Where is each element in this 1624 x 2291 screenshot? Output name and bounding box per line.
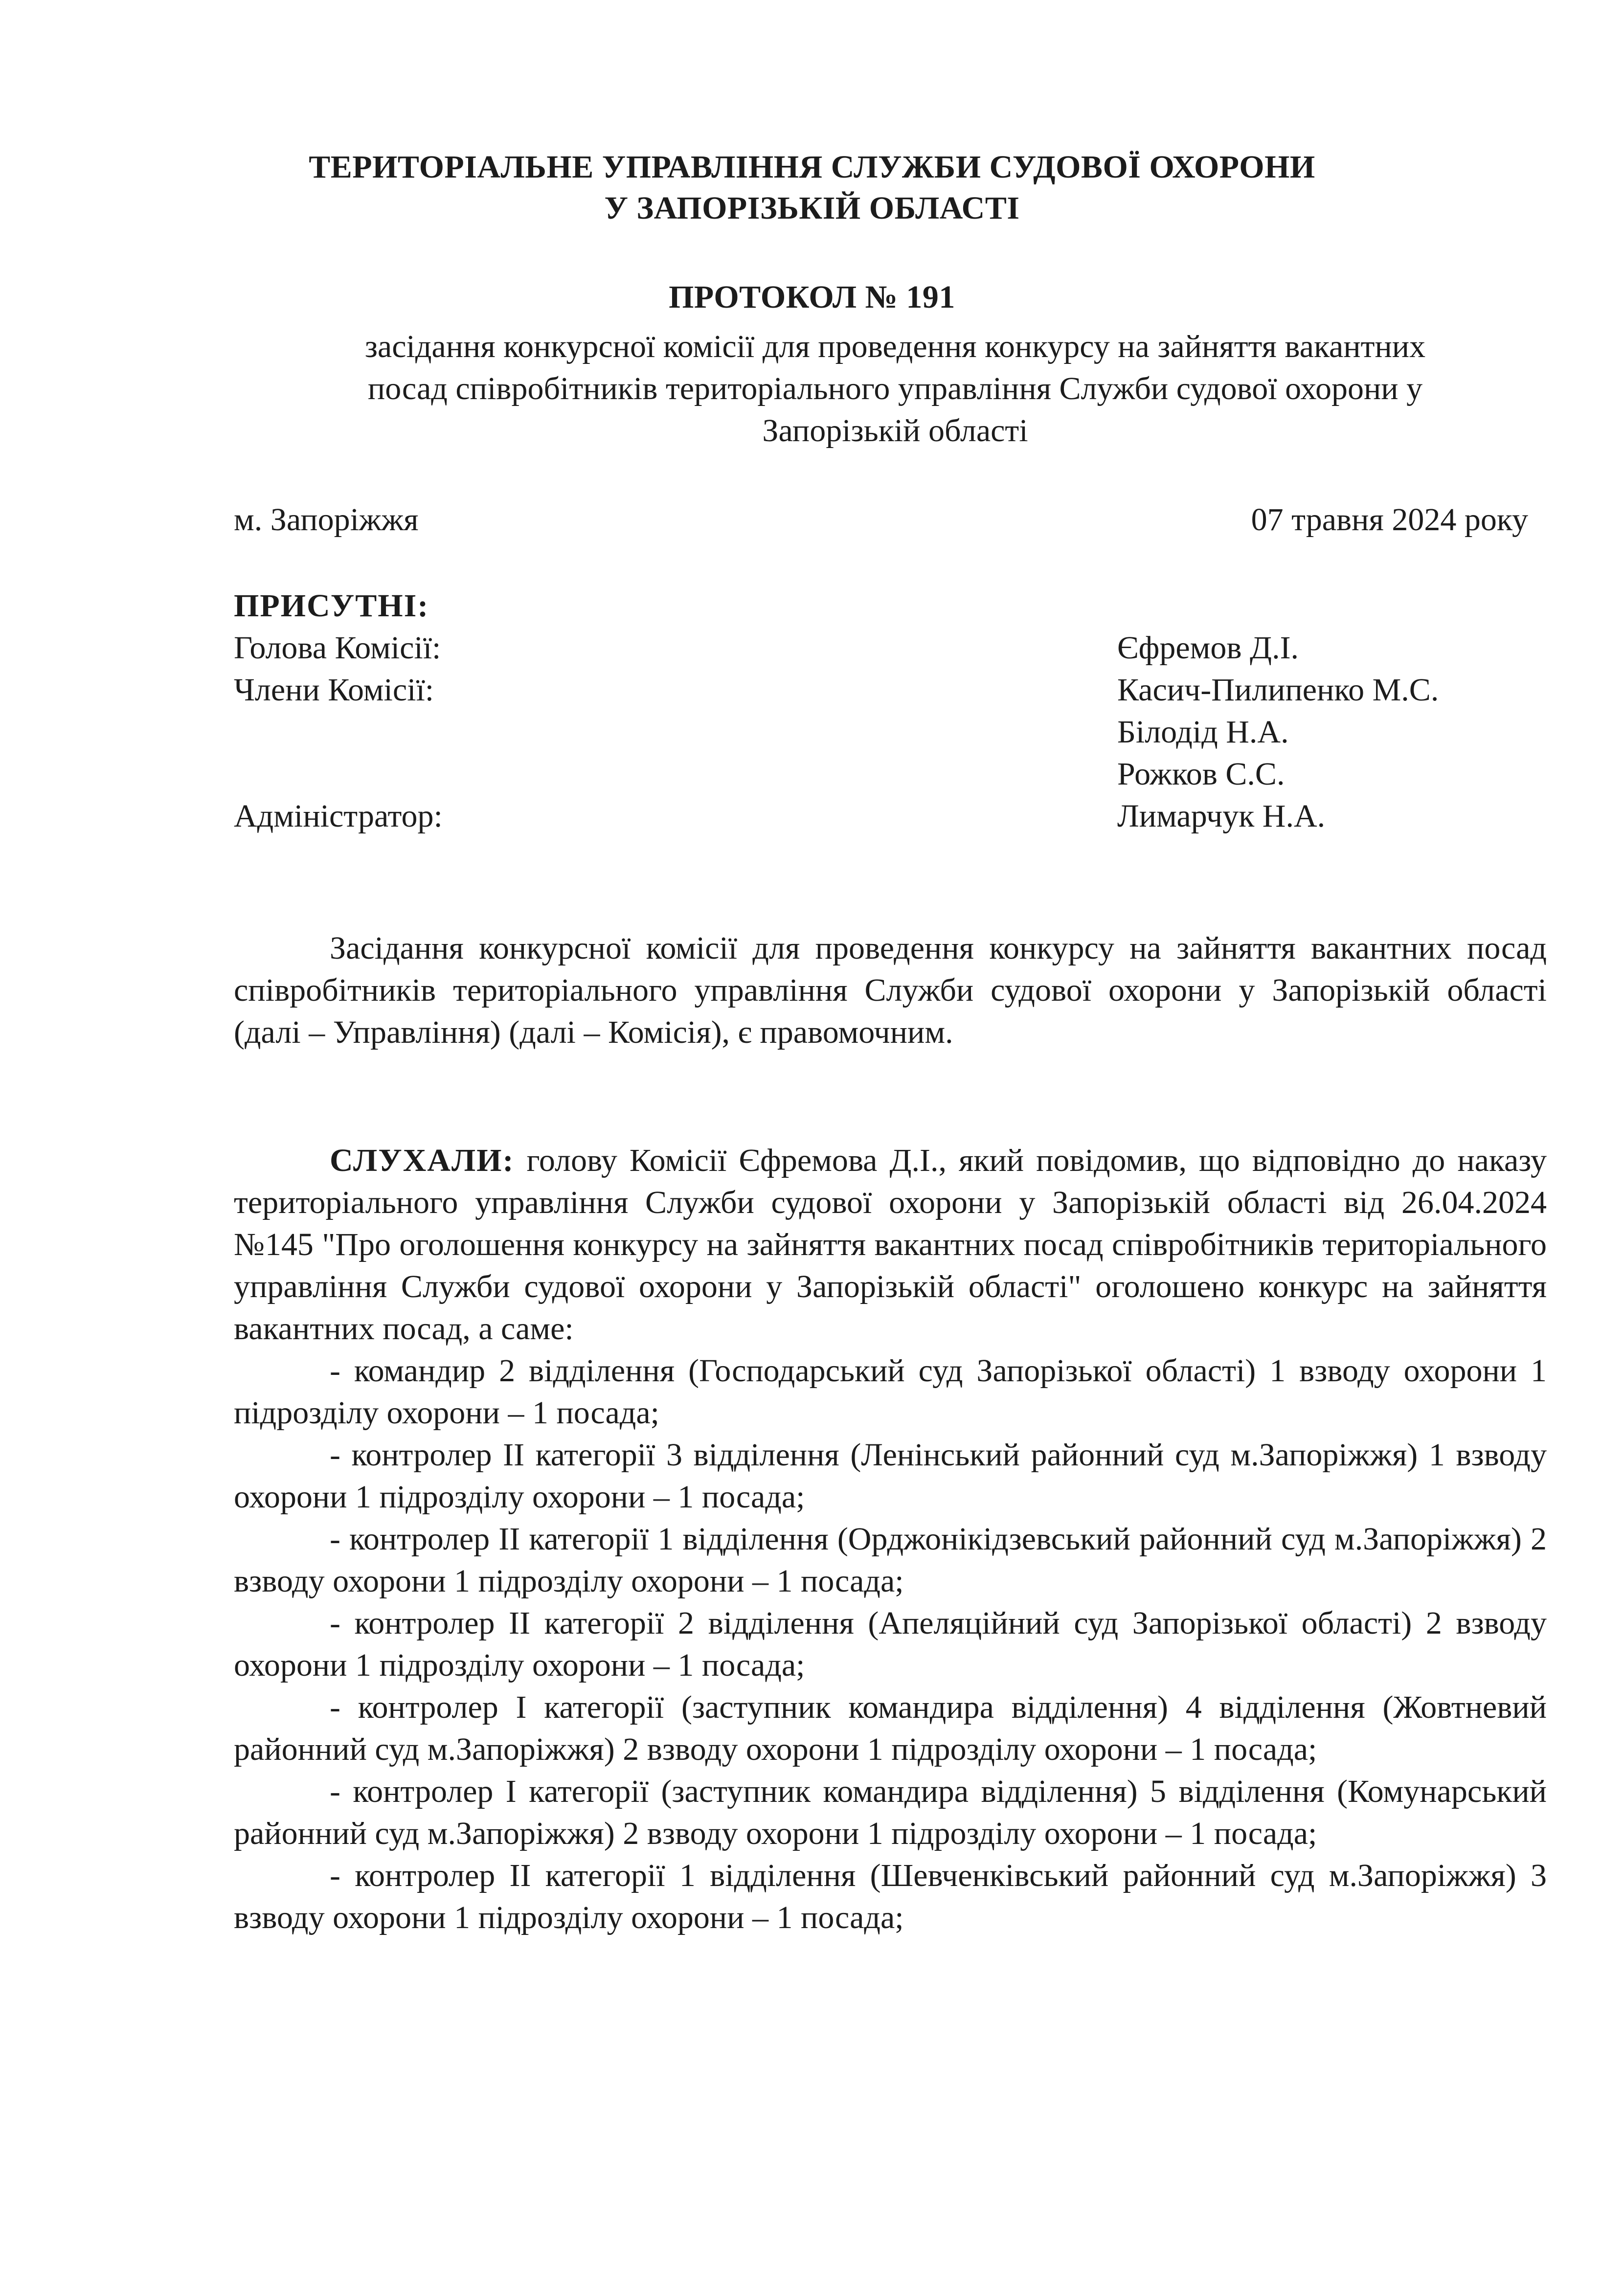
attendee-role: Адміністратор: bbox=[234, 798, 443, 834]
organization-title bbox=[0, 147, 1624, 229]
attendees-heading: ПРИСУТНІ: bbox=[234, 588, 429, 624]
vacancy-item: - контролер ІІ категорії 1 відділення (Шевченківський районний суд м.Запоріжжя) 3 взводу охорони 1 підрозділу охорони – 1 посада; bbox=[234, 1858, 1547, 1935]
meeting-date: 07 травня 2024 року bbox=[1251, 502, 1528, 538]
attendee-row bbox=[234, 753, 1555, 795]
protocol-subtitle bbox=[230, 326, 1560, 452]
quorum-section bbox=[234, 927, 1547, 1054]
organization-title-line2: У ЗАПОРІЗЬКІЙ ОБЛАСТІ bbox=[604, 190, 1020, 226]
attendee-row bbox=[234, 711, 1555, 753]
protocol-subtitle-line2: посад співробітників територіального управління Служби судової охорони у bbox=[367, 371, 1423, 406]
vacancy-item: - командир 2 відділення (Господарський суд Запорізької області) 1 взводу охорони 1 підрозділу охорони – 1 посада; bbox=[234, 1353, 1547, 1431]
heard-paragraph bbox=[234, 1140, 1547, 1350]
attendee-role: Голова Комісії: bbox=[234, 630, 441, 666]
organization-title-line1: ТЕРИТОРІАЛЬНЕ УПРАВЛІННЯ СЛУЖБИ СУДОВОЇ ОХОРОНИ bbox=[309, 149, 1315, 185]
attendee-name: Касич-Пилипенко М.С. bbox=[1117, 672, 1439, 708]
heard-keyword: СЛУХАЛИ: bbox=[330, 1143, 515, 1178]
attendee-role: Члени Комісії: bbox=[234, 672, 434, 708]
attendee-name: Білодід Н.А. bbox=[1117, 714, 1289, 750]
attendee-name: Рожков С.С. bbox=[1117, 756, 1285, 792]
attendee-name: Єфремов Д.І. bbox=[1117, 630, 1299, 666]
protocol-title: ПРОТОКОЛ № 191 bbox=[669, 279, 955, 315]
meeting-city: м. Запоріжжя bbox=[234, 502, 419, 538]
protocol-subtitle-line1: засідання конкурсної комісії для проведення конкурсу на зайняття вакантних bbox=[364, 329, 1426, 364]
vacancy-item: - контролер І категорії (заступник командира відділення) 4 відділення (Жовтневий районний суд м.Запоріжжя) 2 взводу охорони 1 підрозділу охорони – 1 посада; bbox=[234, 1689, 1547, 1767]
heard-text: голову Комісії Єфремова Д.І., який повідомив, що відповідно до наказу територіального управління Служби судової охорони у Запорізькій області від 26.04.2024 №145 "Про оголошення конкурсу на зайняття вакантних посад співробітників територіального управління Служби судової охорони у Запорізькій області" оголошено конкурс на зайняття вакантних посад, а саме: bbox=[234, 1143, 1547, 1347]
protocol-subtitle-line3: Запорізькій області bbox=[762, 413, 1028, 449]
attendee-row bbox=[234, 795, 1555, 837]
vacancy-item: - контролер І категорії (заступник командира відділення) 5 відділення (Комунарський районний суд м.Запоріжжя) 2 взводу охорони 1 підрозділу охорони – 1 посада; bbox=[234, 1774, 1547, 1851]
attendee-name: Лимарчук Н.А. bbox=[1117, 798, 1326, 834]
quorum-paragraph: Засідання конкурсної комісії для проведення конкурсу на зайняття вакантних посад співробітників територіального управління Служби судової охорони у Запорізькій області (далі – Управління) (далі – Комісія), є правомочним. bbox=[234, 930, 1547, 1050]
vacancy-item: - контролер ІІ категорії 1 відділення (Орджонікідзевський районний суд м.Запоріжжя) 2 взводу охорони 1 підрозділу охорони – 1 посада; bbox=[234, 1521, 1547, 1599]
vacancy-item: - контролер ІІ категорії 2 відділення (Апеляційний суд Запорізької області) 2 взводу охорони 1 підрозділу охорони – 1 посада; bbox=[234, 1605, 1547, 1683]
vacancy-item: - контролер ІІ категорії 3 відділення (Ленінський районний суд м.Запоріжжя) 1 взводу охорони 1 підрозділу охорони – 1 посада; bbox=[234, 1437, 1547, 1515]
attendee-row bbox=[234, 627, 1555, 669]
attendee-row bbox=[234, 669, 1555, 711]
heard-section bbox=[234, 1140, 1547, 1939]
attendees-block bbox=[234, 585, 1555, 837]
